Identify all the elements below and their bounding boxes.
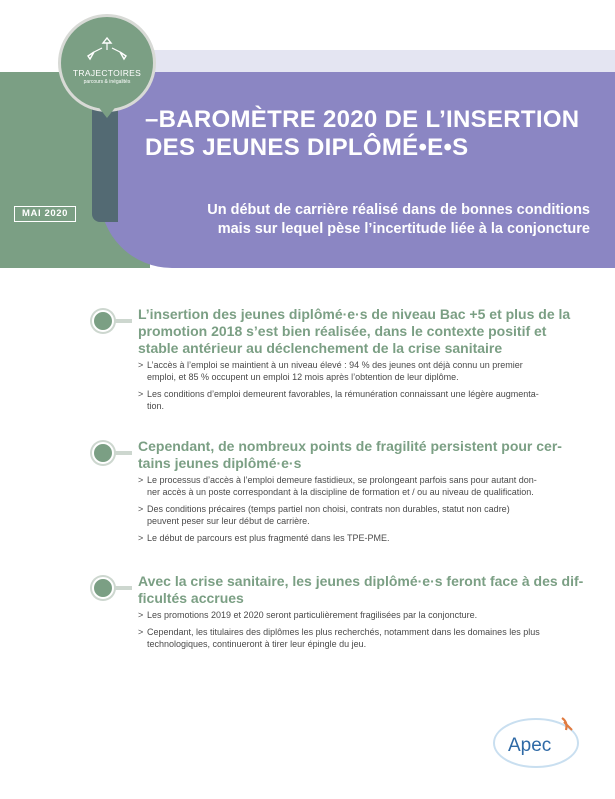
item-line: tion.	[147, 401, 165, 411]
bullet-marker: >	[138, 610, 144, 620]
item-line: emploi, et 85 % occupent un emploi 12 mois après l’obtention de leur diplôme.	[147, 372, 459, 382]
apec-logo	[488, 712, 588, 772]
diverging-arrows-icon	[80, 34, 134, 62]
section-title	[138, 306, 592, 357]
bullet-marker: >	[138, 360, 144, 370]
logo-subtitle: parcours & inégalités	[83, 79, 131, 85]
item-line: Cependant, les titulaires des diplômes les plus recherchés, notamment dans les domaines les plus	[147, 627, 540, 637]
item-line: Les promotions 2019 et 2020 seront particulièrement fragilisées par la conjoncture.	[147, 610, 478, 620]
section-title-line: L’insertion des jeunes diplômé·e·s de niveau Bac +5 et plus de la	[138, 306, 571, 322]
bullet-marker: >	[138, 475, 144, 485]
title-line: –BAROMÈTRE 2020 DE L’INSERTION	[145, 106, 580, 133]
subtitle-line: mais sur lequel pèse l’incertitude liée à la conjoncture	[217, 221, 590, 237]
list-item	[138, 474, 592, 498]
section-items	[138, 474, 592, 544]
item-line: Le début de parcours est plus fragmenté dans les TPE-PME.	[147, 533, 390, 543]
section-fragilite	[92, 438, 592, 549]
trajectoires-logo	[58, 14, 156, 134]
list-item	[138, 388, 592, 412]
section-bullet-icon	[92, 577, 114, 599]
list-item	[138, 626, 592, 650]
section-items	[138, 609, 592, 650]
section-title-line: ficultés accrues	[138, 590, 244, 606]
item-line: ner accès à un poste correspondant à la discipline de formation et / ou au niveau de qualification.	[147, 487, 534, 497]
item-line: Les conditions d’emploi demeurent favorables, la rémunération connaissant une légère augmenta-	[147, 389, 539, 399]
section-items	[138, 359, 592, 412]
header-strip	[118, 50, 615, 72]
subtitle-line: Un début de carrière réalisé dans de bonnes conditions	[207, 202, 590, 218]
page-subtitle	[120, 201, 590, 239]
section-title-line: Avec la crise sanitaire, les jeunes diplômé·e·s feront face à des dif-	[138, 573, 584, 589]
bullet-marker: >	[138, 504, 144, 514]
item-line: Des conditions précaires (temps partiel non choisi, contrats non durables, statut non cadre)	[147, 504, 510, 514]
section-title-line: stable antérieur au déclenchement de la crise sanitaire	[138, 340, 503, 356]
section-title	[138, 573, 592, 607]
item-line: technologiques, continueront à tirer leur épingle du jeu.	[147, 639, 367, 649]
item-line: Le processus d’accès à l’emploi demeure fastidieux, se prolongeant parfois sans pour autant don-	[147, 475, 537, 485]
section-insertion	[92, 306, 592, 417]
list-item	[138, 503, 592, 527]
logo-title: TRAJECTOIRES	[72, 68, 142, 78]
section-bullet-icon	[92, 442, 114, 464]
section-title-line: tains jeunes diplômé·e·s	[138, 455, 302, 471]
date-badge: MAI 2020	[14, 206, 76, 222]
list-item	[138, 359, 592, 383]
section-crise-sanitaire	[92, 573, 592, 655]
bullet-marker: >	[138, 627, 144, 637]
page-title	[145, 106, 605, 162]
section-title	[138, 438, 592, 472]
item-line: peuvent peser sur leur début de carrière.	[147, 516, 310, 526]
section-title-line: promotion 2018 s’est bien réalisée, dans le contexte positif et	[138, 323, 547, 339]
bullet-marker: >	[138, 533, 144, 543]
apec-logo-text: Apec	[508, 735, 552, 756]
section-bullet-icon	[92, 310, 114, 332]
item-line: L’accès à l’emploi se maintient à un niveau élevé : 94 % des jeunes ont déjà connu un premier	[147, 360, 523, 370]
section-title-line: Cependant, de nombreux points de fragilité persistent pour cer-	[138, 438, 562, 454]
logo-tip	[93, 100, 121, 118]
list-item	[138, 609, 592, 621]
bullet-marker: >	[138, 389, 144, 399]
title-line: DES JEUNES DIPLÔMÉ•E•S	[145, 134, 469, 161]
logo-circle	[58, 14, 156, 112]
list-item	[138, 532, 592, 544]
